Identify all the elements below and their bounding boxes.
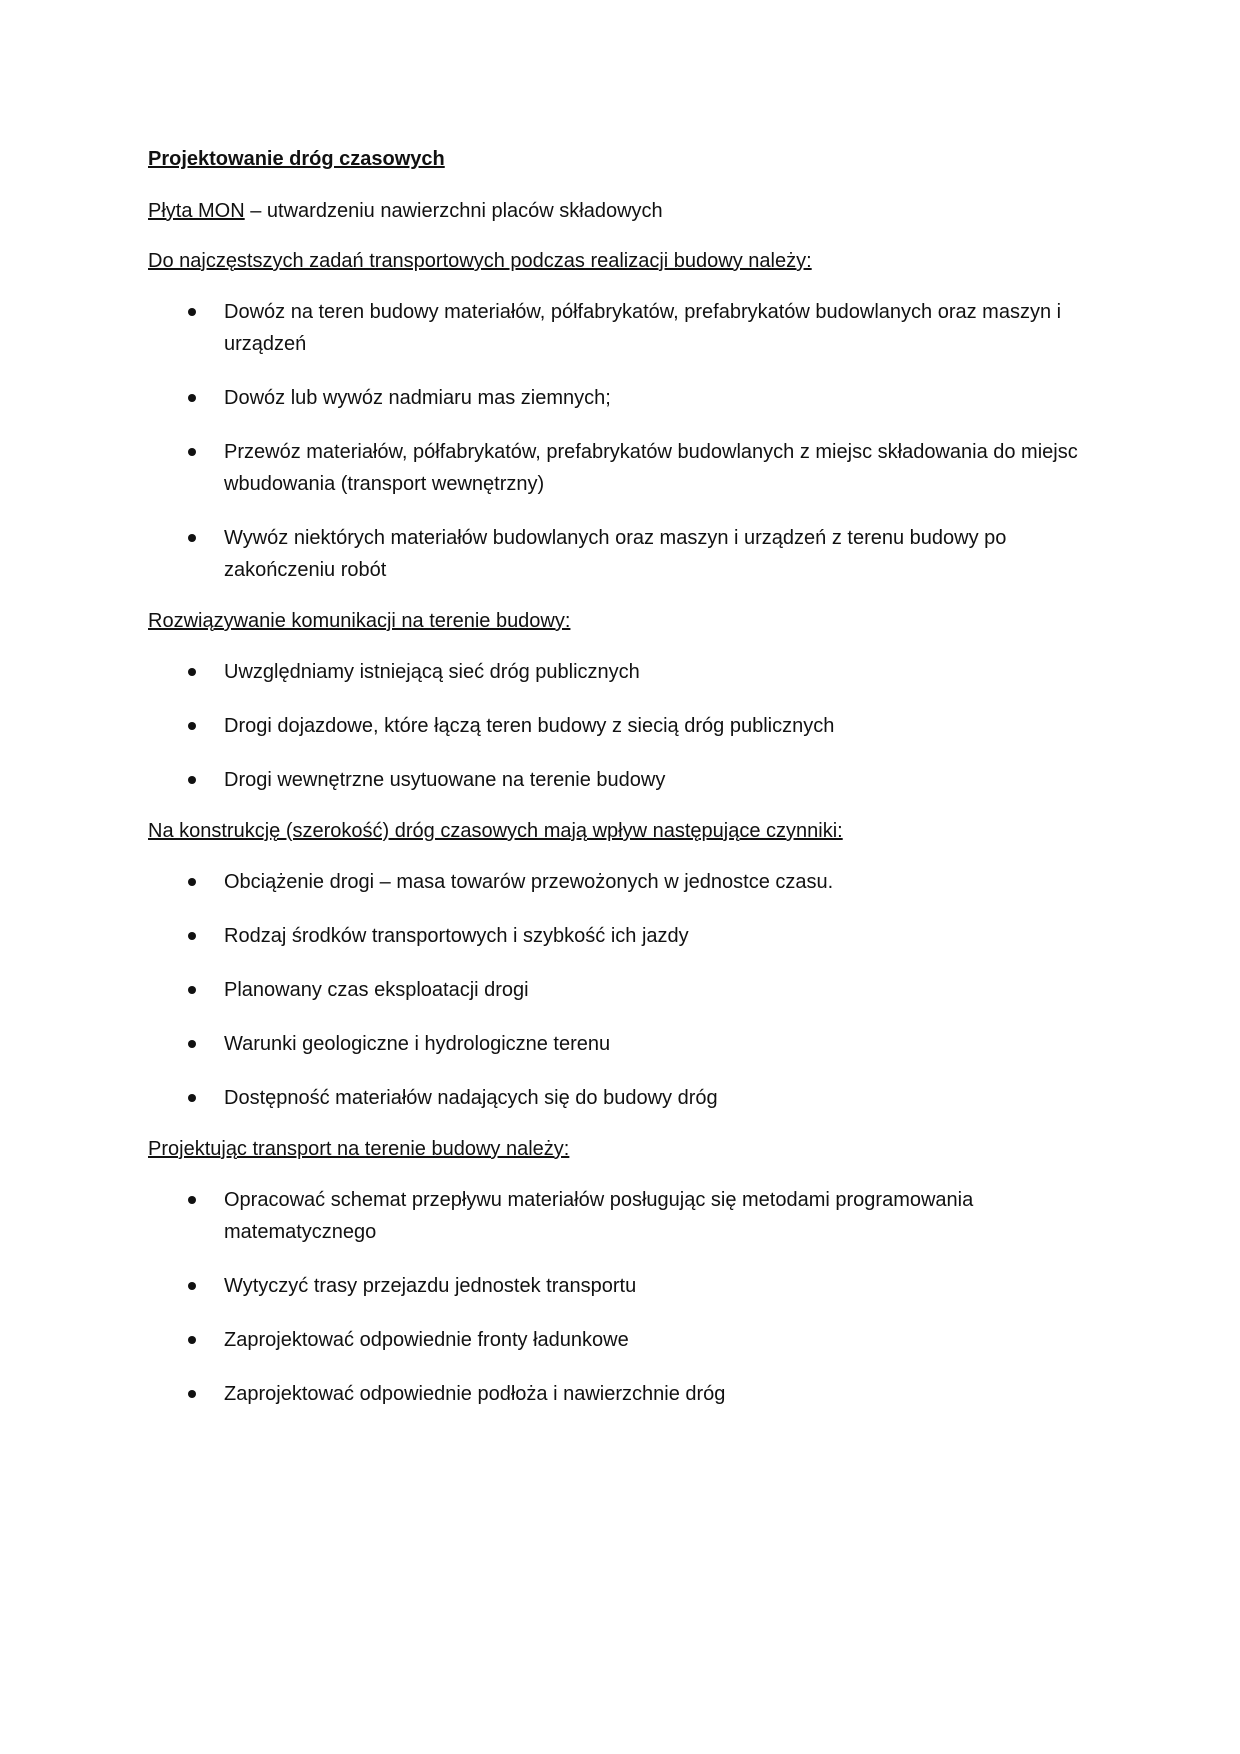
bullet-list-transport-tasks	[148, 296, 1090, 586]
list-item	[148, 866, 1090, 898]
list-item	[148, 522, 1090, 586]
list-item-text: Dostępność materiałów nadających się do budowy dróg	[224, 1087, 718, 1109]
list-item-text: Opracować schemat przepływu materiałów posługując się metodami programowania matematycznego	[224, 1189, 974, 1243]
bullet-icon	[188, 308, 196, 316]
list-item	[148, 710, 1090, 742]
list-item-text: Warunki geologiczne i hydrologiczne terenu	[224, 1033, 611, 1055]
bullet-list-site-communication	[148, 656, 1090, 796]
section-heading-transport-design: Projektując transport na terenie budowy należy:	[148, 1138, 570, 1160]
list-item-text: Rodzaj środków transportowych i szybkość ich jazdy	[224, 925, 689, 947]
section-heading-road-factors: Na konstrukcję (szerokość) dróg czasowych mają wpływ następujące czynniki:	[148, 820, 843, 842]
list-item	[148, 1082, 1090, 1114]
list-item	[148, 1378, 1090, 1410]
list-item-text: Drogi wewnętrzne usytuowane na terenie budowy	[224, 769, 666, 791]
list-item	[148, 656, 1090, 688]
list-item	[148, 920, 1090, 952]
list-item-text: Dowóz lub wywóz nadmiaru mas ziemnych;	[224, 387, 611, 409]
list-item	[148, 1184, 1090, 1248]
list-item	[148, 436, 1090, 500]
bullet-icon	[188, 1390, 196, 1398]
bullet-icon	[188, 394, 196, 402]
list-item	[148, 974, 1090, 1006]
bullet-icon	[188, 932, 196, 940]
document-title: Projektowanie dróg czasowych	[148, 148, 445, 170]
list-item-text: Przewóz materiałów, półfabrykatów, prefabrykatów budowlanych z miejsc składowania do miejsc wbudowania (transport wewnętrzny)	[224, 441, 1078, 495]
intro-rest: – utwardzeniu nawierzchni placów składowych	[244, 200, 663, 222]
section-heading-site-communication: Rozwiązywanie komunikacji na terenie budowy:	[148, 610, 571, 632]
list-item-text: Wytyczyć trasy przejazdu jednostek transportu	[224, 1275, 637, 1297]
bullet-icon	[188, 1282, 196, 1290]
bullet-icon	[188, 776, 196, 784]
bullet-icon	[188, 878, 196, 886]
section-heading-transport-tasks: Do najczęstszych zadań transportowych podczas realizacji budowy należy:	[148, 250, 812, 272]
list-item-text: Zaprojektować odpowiednie podłoża i nawierzchnie dróg	[224, 1383, 726, 1405]
list-item-text: Wywóz niektórych materiałów budowlanych oraz maszyn i urządzeń z terenu budowy po zakończeniu robót	[224, 527, 1007, 581]
bullet-icon	[188, 448, 196, 456]
list-item-text: Planowany czas eksploatacji drogi	[224, 979, 529, 1001]
list-item	[148, 1270, 1090, 1302]
list-item-text: Dowóz na teren budowy materiałów, półfabrykatów, prefabrykatów budowlanych oraz maszyn i urządzeń	[224, 301, 1062, 355]
list-item	[148, 296, 1090, 360]
bullet-list-transport-design	[148, 1184, 1090, 1410]
bullet-list-road-factors	[148, 866, 1090, 1114]
list-item-text: Obciążenie drogi – masa towarów przewożonych w jednostce czasu.	[224, 871, 834, 893]
bullet-icon	[188, 1094, 196, 1102]
bullet-icon	[188, 534, 196, 542]
intro-line	[148, 198, 1090, 224]
bullet-icon	[188, 1040, 196, 1048]
bullet-icon	[188, 668, 196, 676]
intro-term: Płyta MON	[148, 200, 245, 222]
list-item-text: Uwzględniamy istniejącą sieć dróg publicznych	[224, 661, 640, 683]
list-item-text: Drogi dojazdowe, które łączą teren budowy z siecią dróg publicznych	[224, 715, 835, 737]
list-item-text: Zaprojektować odpowiednie fronty ładunkowe	[224, 1329, 629, 1351]
bullet-icon	[188, 986, 196, 994]
list-item	[148, 1028, 1090, 1060]
bullet-icon	[188, 1196, 196, 1204]
list-item	[148, 764, 1090, 796]
list-item	[148, 1324, 1090, 1356]
list-item	[148, 382, 1090, 414]
bullet-icon	[188, 722, 196, 730]
bullet-icon	[188, 1336, 196, 1344]
